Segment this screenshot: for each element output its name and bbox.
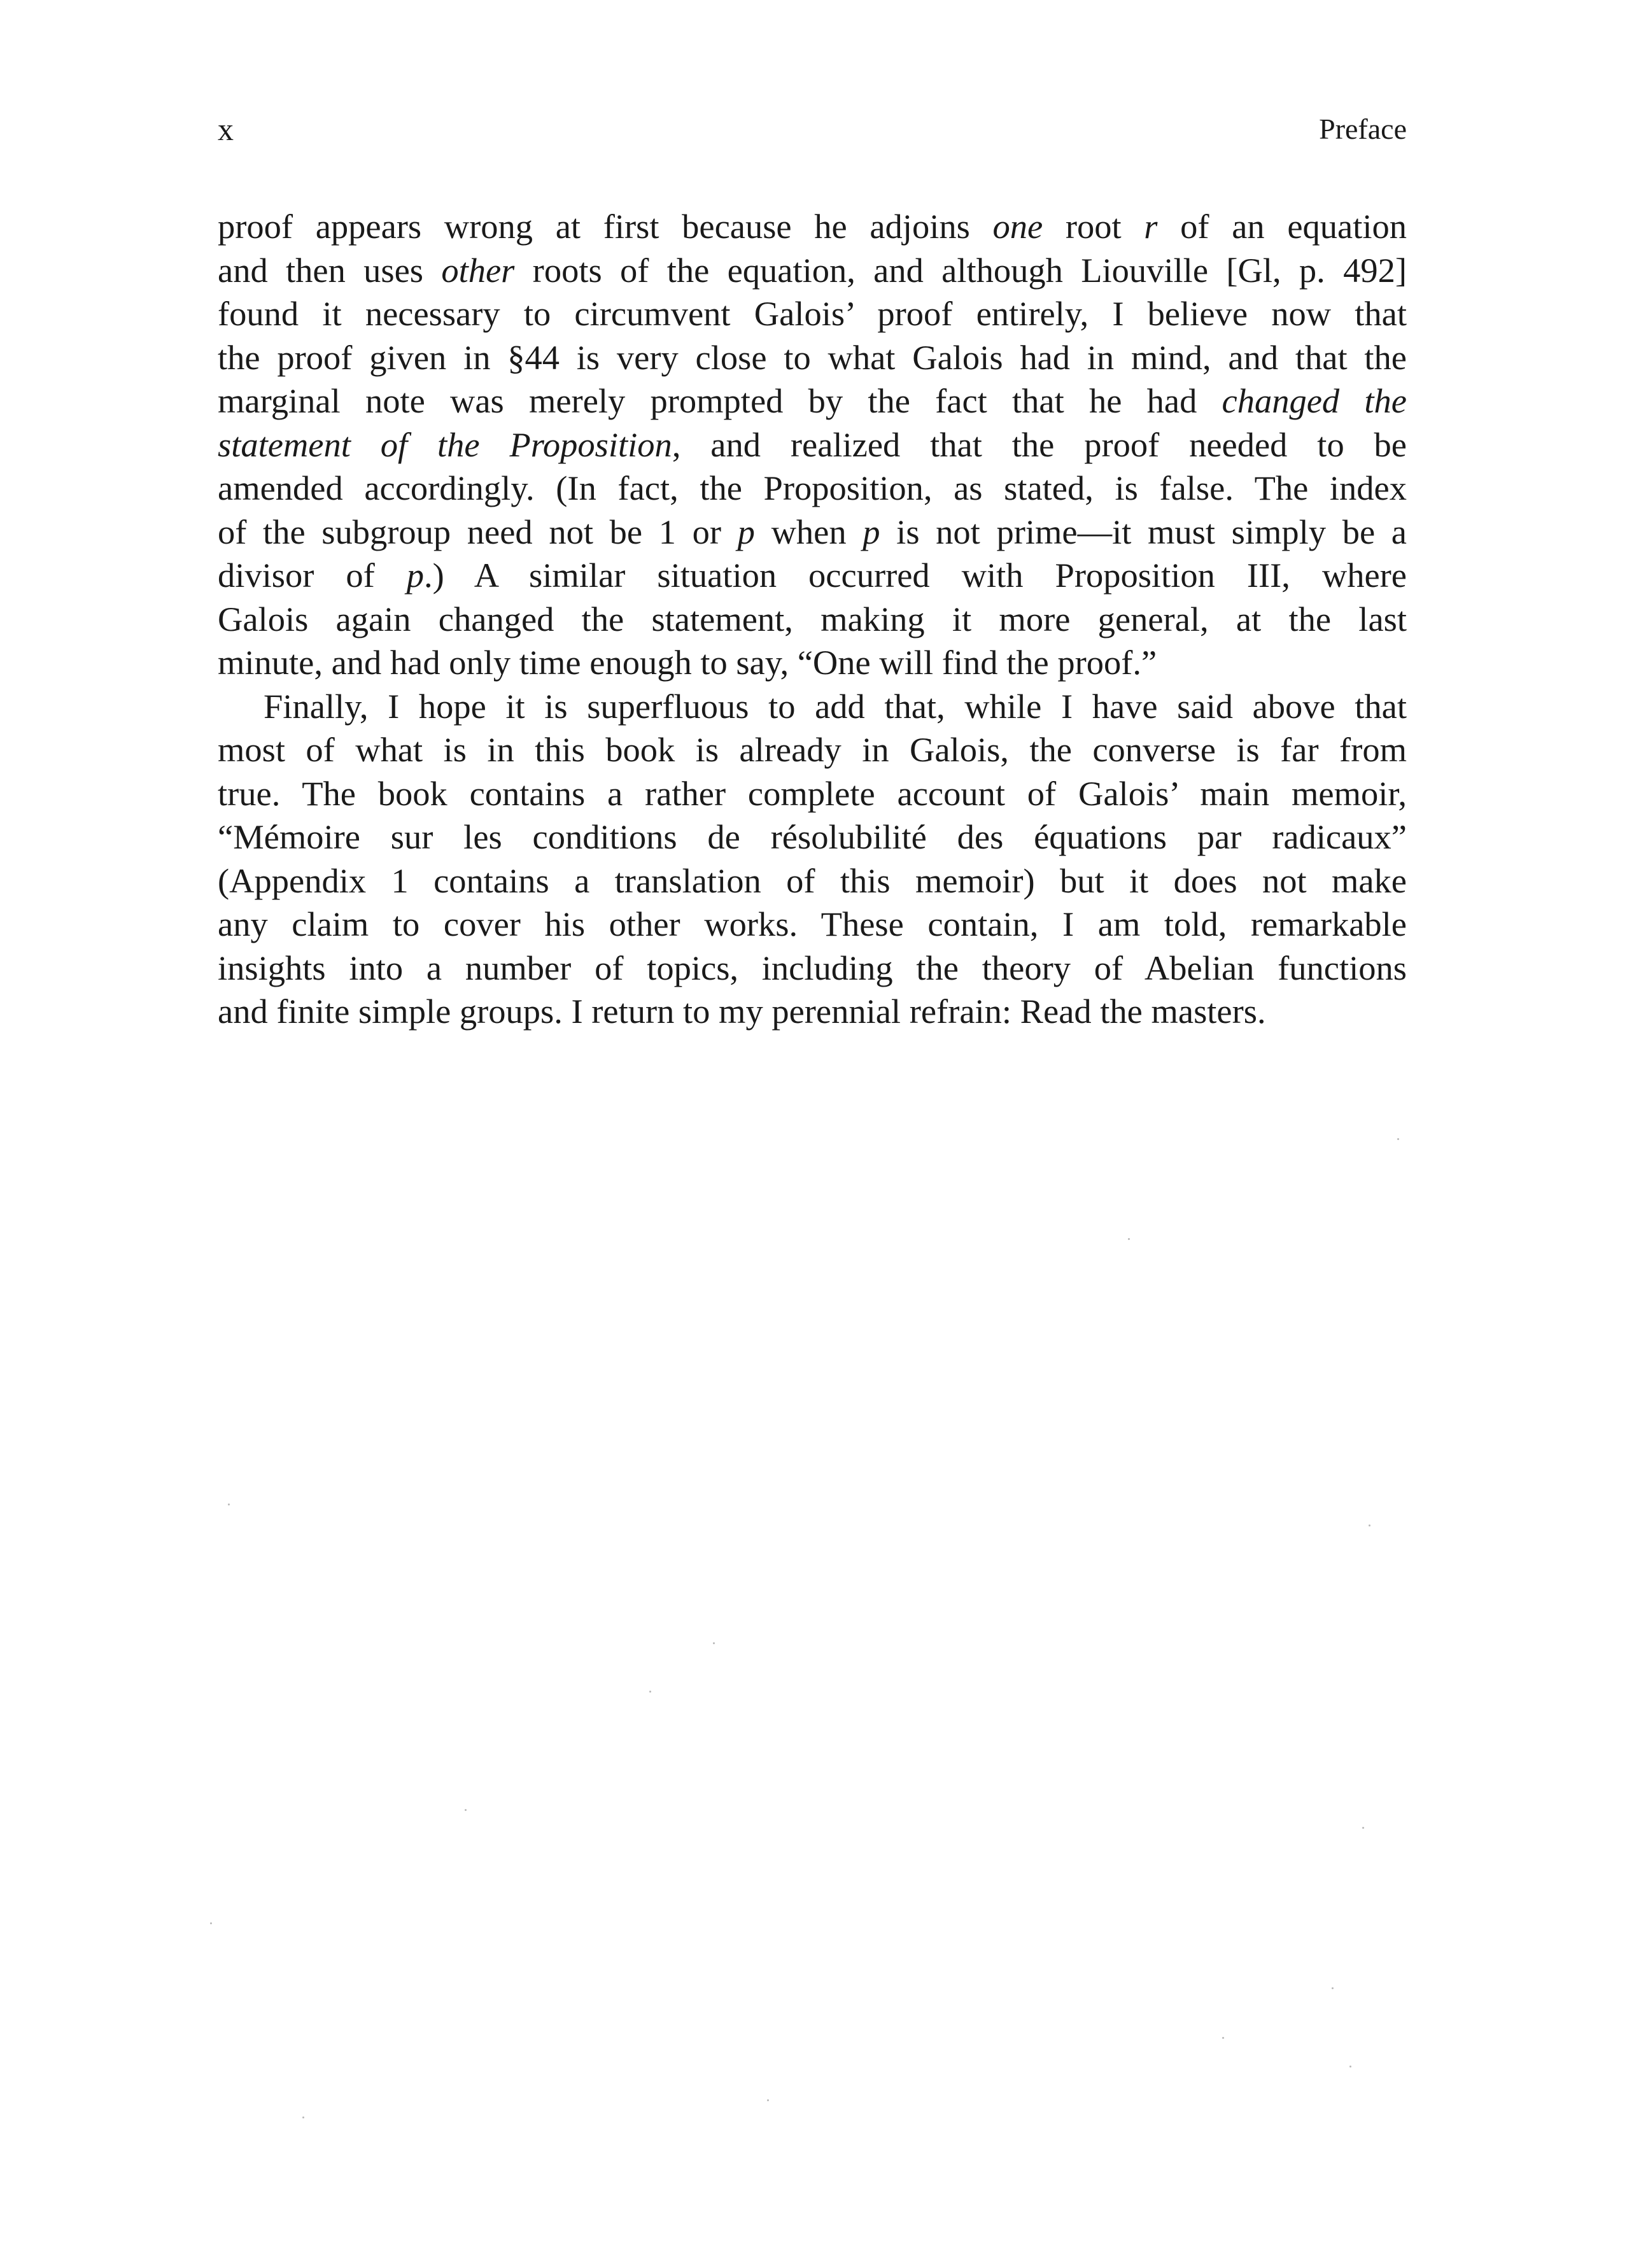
scan-speck (228, 1504, 230, 1505)
scan-speck (1362, 1827, 1364, 1829)
text-run: root (1043, 207, 1145, 246)
text-run: (Appendix 1 contains a translation of this memoir) but it does not make (218, 861, 1407, 900)
text-line (218, 685, 1407, 729)
text-line (218, 467, 1407, 511)
italic-text: r (1144, 207, 1158, 246)
scan-speck (713, 1642, 715, 1644)
text-run: any claim to cover his other works. These contain, I am told, remarkable (218, 905, 1407, 943)
text-run: , and realized that the proof needed to be (672, 425, 1407, 464)
text-run: true. The book contains a rather complete account of Galois’ main memoir, (218, 773, 1407, 813)
italic-text: one (992, 207, 1043, 246)
scan-speck (1128, 1238, 1130, 1240)
text-line (218, 511, 1407, 554)
text-line (218, 336, 1407, 380)
text-run: of an equation (1157, 207, 1407, 246)
text-run: most of what is in this book is already in Galois, the converse is far from (218, 730, 1407, 769)
text-run: proof appears wrong at first because he adjoins (218, 207, 993, 246)
text-run: .) A similar situation occurred with Proposition III, where (423, 556, 1407, 595)
scan-speck (1397, 1138, 1399, 1140)
text-run: found it necessary to circumvent Galois’ proof entirely, I believe now that (218, 294, 1407, 333)
text-line (218, 947, 1407, 990)
text-line (218, 379, 1407, 423)
scan-speck (767, 2099, 769, 2101)
text-line (218, 249, 1407, 293)
text-line (218, 292, 1407, 336)
running-title: Preface (1319, 113, 1407, 145)
body-text (218, 205, 1407, 1034)
text-run: Finally, I hope it is superfluous to add that, while I have said above that (264, 686, 1407, 726)
text-line (218, 990, 1407, 1034)
text-run: minute, and had only time enough to say, “One will find the proof.” (218, 643, 1157, 682)
italic-text: p (406, 556, 424, 595)
scan-speck (649, 1691, 651, 1693)
text-run: is not prime—it must simply be a (880, 512, 1407, 551)
page-number: x (218, 111, 234, 147)
text-line (218, 859, 1407, 903)
italic-text: p (863, 512, 880, 551)
text-line (218, 641, 1407, 685)
italic-text: changed the (1222, 381, 1407, 420)
text-run: when (754, 512, 863, 551)
text-run: of the subgroup need not be 1 or (218, 512, 738, 551)
text-run: marginal note was merely prompted by the fact that he had (218, 381, 1222, 420)
scan-speck (210, 1922, 212, 1924)
text-line (218, 554, 1407, 598)
scan-speck (465, 1809, 467, 1811)
text-run: and finite simple groups. I return to my perennial refrain: Read the masters. (218, 992, 1266, 1031)
scan-speck (1349, 2066, 1351, 2067)
italic-text: p (737, 512, 755, 551)
italic-text: statement of the Proposition (218, 425, 672, 464)
text-run: divisor of (218, 556, 407, 595)
text-line (218, 423, 1407, 467)
italic-text: other (441, 250, 515, 290)
text-line (218, 772, 1407, 816)
text-run: the proof given in §44 is very close to what Galois had in mind, and that the (218, 337, 1407, 377)
page-header (218, 107, 1407, 151)
scan-speck (1222, 2037, 1224, 2039)
text-run: and then uses (218, 250, 442, 290)
text-run: insights into a number of topics, including the theory of Abelian functions (218, 948, 1407, 987)
text-line (218, 598, 1407, 642)
scan-speck (302, 2117, 304, 2118)
scan-speck (1369, 1525, 1370, 1526)
text-line (218, 728, 1407, 772)
text-line (218, 903, 1407, 947)
text-run: amended accordingly. (In fact, the Proposition, as stated, is false. The index (218, 468, 1407, 507)
text-run: roots of the equation, and although Liouville [Gl, p. 492] (514, 250, 1407, 290)
text-run: Galois again changed the statement, making it more general, at the last (218, 599, 1407, 638)
text-run: “Mémoire sur les conditions de résolubilité des équations par radicaux” (218, 817, 1407, 856)
text-line (218, 815, 1407, 859)
scan-speck (1332, 1987, 1334, 1989)
text-line (218, 205, 1407, 249)
